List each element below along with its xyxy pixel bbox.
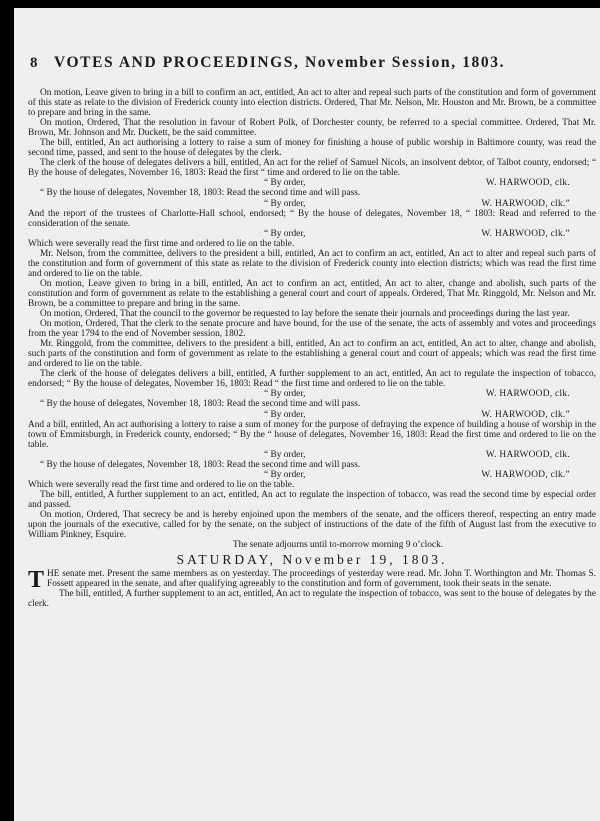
endorsement: And a bill, entitled, An act authorising a lottery to raise a sum of money for the purpose of defraying the expence of building a house of worship in the town of Emmitsburgh, in Frederick county, endorsed; “ By the “ house of delegates, November 16, 1803: Read the first time and ordered to lie on the table. <box>28 419 596 450</box>
page-header <box>30 54 592 74</box>
paragraph: Mr. Nelson, from the committee, delivers to the president a bill, entitled, An act to confirm an act, entitled, An act to alter and repeal such parts of the constitution and form of government of this state as relate to the division of Frederick county into election districts; which was read the first time and ordered to lie on the table. <box>28 248 596 279</box>
paragraph: Which were severally read the first time and ordered to lie on the table. <box>28 238 295 249</box>
clerk-signature: W. HARWOOD, clk.” <box>481 228 570 239</box>
paragraph: On motion, Ordered, That secrecy be and is hereby enjoined upon the members of the senate, and the officers thereof, respecting an entry made upon the journals of the executive, called for by the senate, on the subject of instructions of the date of the fifth of August last from the executive to William Pinkney, Esquire. <box>28 509 596 541</box>
signature-line <box>28 178 596 188</box>
endorsement: “ By the house of delegates, November 18, 1803: Read the second time and will pass. <box>40 459 361 470</box>
by-order: “ By order, <box>264 449 306 460</box>
signature-line <box>28 470 596 480</box>
clerk-signature: W. HARWOOD, clk. <box>485 389 570 400</box>
paragraph: Mr. Ringgold, from the committee, delivers to the president a bill, entitled, An act to confirm an act, entitled, An act to alter, change and abolish, such parts of the constitution and form of government as relate to the establishing a general court and court of appeals; which was read the first time and ordered to lie on the table. <box>28 339 596 370</box>
paragraph: On motion, Ordered, That the council to the governor be requested to lay before the senate their journals and proceedings during the last year. <box>40 309 570 320</box>
by-order: “ By order, <box>264 389 306 400</box>
paragraph: Which were severally read the first time and ordered to lie on the table. <box>28 479 295 490</box>
clerk-signature: W. HARWOOD, clk. <box>485 449 570 460</box>
signature-line <box>28 410 596 420</box>
signature-line <box>28 389 596 399</box>
by-order: “ By order, <box>264 228 306 239</box>
endorsement: And the report of the trustees of Charlotte-Hall school, endorsed; “ By the house of delegates, November 18, “ 1803: Read and referred to the consideration of the senate. <box>28 208 596 229</box>
document-body <box>28 88 596 609</box>
paragraph: The bill, entitled, A further supplement to an act, entitled, An act to regulate the inspection of tobacco, was sent to the house of delegates by the clerk. <box>28 589 596 610</box>
paragraph: The bill, entitled, A further supplement to an act, entitled, An act to regulate the inspection of tobacco, was read the second time by especial order and passed. <box>28 489 596 510</box>
drop-cap: T <box>28 567 45 594</box>
clerk-signature: W. HARWOOD, clk.” <box>481 469 570 480</box>
paragraph: The clerk of the house of delegates delivers a bill, entitled, A further supplement to an act, entitled, An act to regulate the inspection of tobacco, endorsed; “ By the house of delegates, November 16, 1803: Read “ the first time and ordered to lie on the table. <box>28 369 596 390</box>
clerk-signature: W. HARWOOD, clk.” <box>481 198 570 209</box>
paragraph-text: HE senate met. Present the same members as on yesterday. The proceedings of yesterday were read. Mr. John T. Worthington and Mr. Thomas S. Fossett appeared in the senate, and after qualifying agreeably to the constitution and form of government, took their seats in the senate. <box>47 569 596 590</box>
signature-line <box>28 450 596 460</box>
by-order: “ By order, <box>264 178 306 189</box>
running-head: VOTES AND PROCEEDINGS, November Session, 1803. <box>54 54 506 71</box>
clerk-signature: W. HARWOOD, clk. <box>485 178 570 189</box>
endorsement: “ By the house of delegates, November 18, 1803: Read the second time and will pass. <box>40 399 361 410</box>
adjournment-note: The senate adjourns until to-morrow morning 9 o’clock. <box>232 540 444 551</box>
paragraph: On motion, Leave given to bring in a bill, entitled, An act to confirm an act, entitled, An act to alter, change and abolish, such parts of the constitution and form of government as relate to the establishing a general court and court of appeals. Ordered, That Mr. Ringgold, Mr. Nelson and Mr. Brown, be a committee to prepare and bring in the same. <box>28 278 596 309</box>
paragraph: The bill, entitled, An act authorising a lottery to raise a sum of money for finishing a house of public worship in Baltimore county, was read the second time, passed, and sent to the house of delegates by the clerk. <box>28 138 596 159</box>
paragraph: On motion, Leave given to bring in a bill to confirm an act, entitled, An act to alter and repeal such parts of the constitution and form of government of this state as relate to the division of Frederick county into election districts. Ordered, That Mr. Nelson, Mr. Houston and Mr. Brown, be a committee to prepare and bring in the same. <box>28 88 596 119</box>
signature-line <box>28 229 596 239</box>
by-order: “ By order, <box>264 469 306 480</box>
page-number: 8 <box>30 55 38 71</box>
paragraph: On motion, Ordered, That the resolution in favour of Robert Polk, of Dorchester county, be referred to a special committee. Ordered, That Mr. Brown, Mr. Johnson and Mr. Duckett, be the said committee. <box>28 118 596 139</box>
paragraph: On motion, Ordered, That the clerk to the senate procure and have bound, for the use of the senate, the acts of assembly and votes and proceedings from the year 1794 to the end of November session, 1802. <box>28 319 596 340</box>
paragraph: The clerk of the house of delegates delivers a bill, entitled, An act for the relief of Samuel Nicols, an insolvent debtor, of Talbot county, endorsed; “ By the house of delegates, November 16, 1803: Read the first “ time and ordered to lie on the table. <box>28 158 596 179</box>
by-order: “ By order, <box>264 409 306 420</box>
day-heading: SATURDAY, November 19, 1803. <box>176 552 448 568</box>
clerk-signature: W. HARWOOD, clk.” <box>481 409 570 420</box>
document-page <box>14 8 600 821</box>
endorsement: “ By the house of delegates, November 18, 1803: Read the second time and will pass. <box>40 188 361 199</box>
paragraph <box>28 567 596 594</box>
by-order: “ By order, <box>264 198 306 209</box>
signature-line <box>28 199 596 209</box>
